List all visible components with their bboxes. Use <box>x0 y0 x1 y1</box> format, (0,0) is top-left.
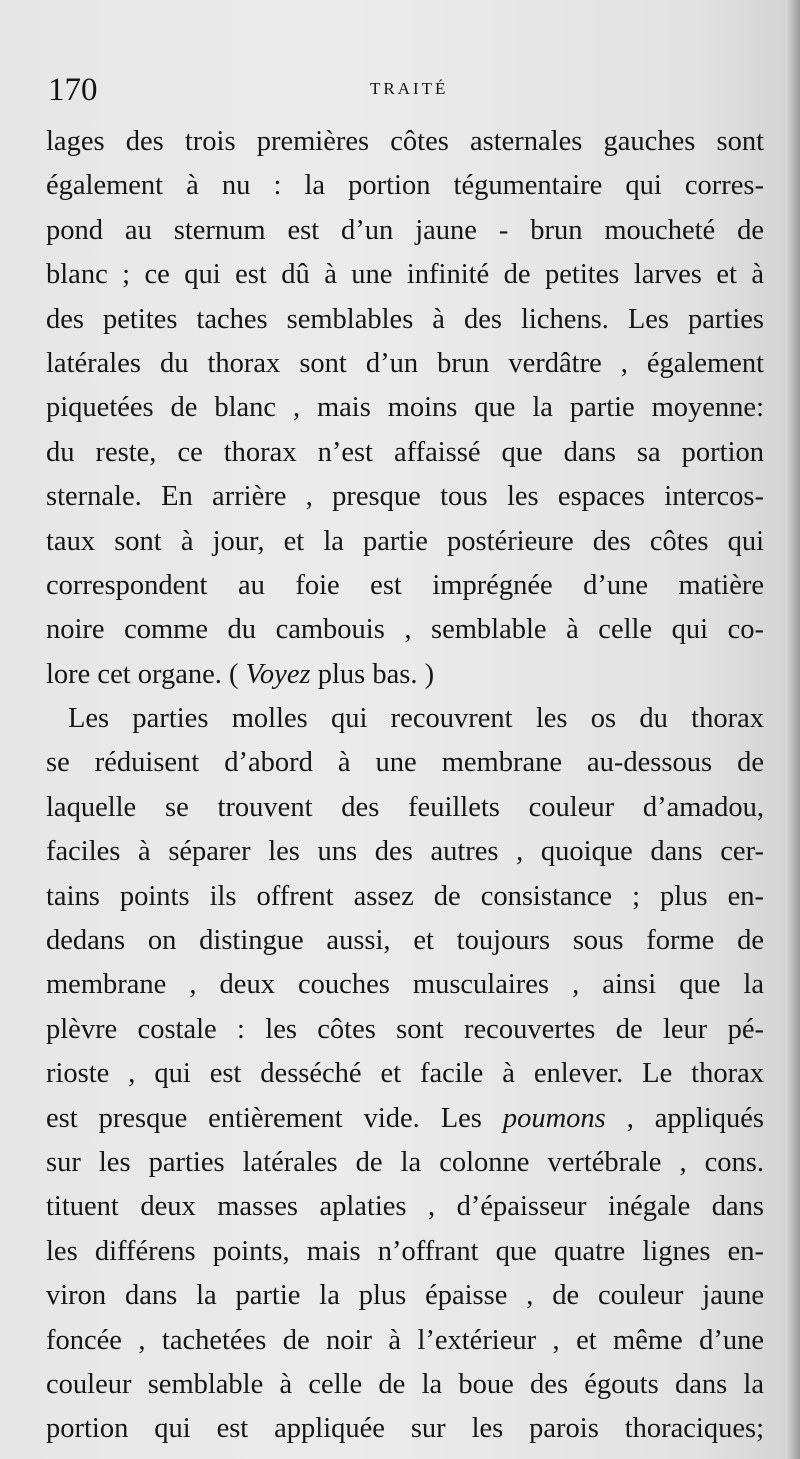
running-head: TRAITÉ <box>370 79 449 98</box>
text-line: laquelle se trouvent des feuillets couleur d’amadou, <box>46 791 764 823</box>
text-line: rioste , qui est desséché et facile à enlever. Le thorax <box>46 1058 764 1090</box>
text-line: les différens points, mais n’offrant que quatre lignes en- <box>46 1235 764 1267</box>
text-line: tains points ils offrent assez de consistance ; plus en- <box>46 880 764 912</box>
page-number: 170 <box>48 72 98 108</box>
text-line: du reste, ce thorax n’est affaissé que dans sa portion <box>46 436 764 468</box>
text-line: correspondent au foie est imprégnée d’une matière <box>46 569 764 601</box>
text-line: taux sont à jour, et la partie postérieure des côtes qui <box>46 525 764 557</box>
body-text <box>46 120 764 1452</box>
text-line: lore cet organe. ( Voyez plus bas. ) <box>46 658 435 690</box>
text-line: plèvre costale : les côtes sont recouvertes de leur pé- <box>46 1013 764 1045</box>
text-line: piquetées de blanc , mais moins que la partie moyenne: <box>46 392 764 424</box>
text-line: dedans on distingue aussi, et toujours sous forme de <box>46 925 764 957</box>
text-line: sternale. En arrière , presque tous les espaces intercos- <box>46 481 764 513</box>
page-edge-shadow <box>786 0 800 1459</box>
text-line: blanc ; ce qui est dû à une infinité de petites larves et à <box>46 259 764 291</box>
page-header <box>48 72 756 108</box>
text-line: également à nu : la portion tégumentaire qui corres- <box>46 170 764 202</box>
text-line: est presque entièrement vide. Les poumons , appliqués <box>46 1102 764 1134</box>
text-line: lages des trois premières côtes asternales gauches sont <box>46 126 764 157</box>
text-line: latérales du thorax sont d’un brun verdâtre , également <box>46 347 764 379</box>
text-line: se réduisent d’abord à une membrane au-dessous de <box>46 747 764 779</box>
text-line: portion qui est appliquée sur les parois thoraciques; <box>46 1413 764 1445</box>
text-line: Les parties molles qui recouvrent les os du thorax <box>68 703 764 735</box>
text-line: viron dans la partie la plus épaisse , de couleur jaune <box>46 1280 764 1312</box>
text-line: des petites taches semblables à des lichens. Les parties <box>46 303 764 335</box>
text-line: pond au sternum est d’un jaune - brun moucheté de <box>46 214 764 246</box>
text-line: tituent deux masses aplaties , d’épaisseur inégale dans <box>46 1191 764 1223</box>
text-line: noire comme du cambouis , semblable à celle qui co- <box>46 614 764 646</box>
text-line: foncée , tachetées de noir à l’extérieur , et même d’une <box>46 1324 764 1356</box>
italic-reference: Voyez <box>245 658 311 690</box>
text-line: faciles à séparer les uns des autres , quoique dans cer- <box>46 836 764 868</box>
italic-term: poumons <box>502 1102 606 1134</box>
text-line: membrane , deux couches musculaires , ainsi que la <box>46 969 764 1001</box>
text-line: sur les parties latérales de la colonne vertébrale , cons. <box>46 1146 764 1178</box>
text-line: couleur semblable à celle de la boue des égouts dans la <box>46 1368 764 1400</box>
